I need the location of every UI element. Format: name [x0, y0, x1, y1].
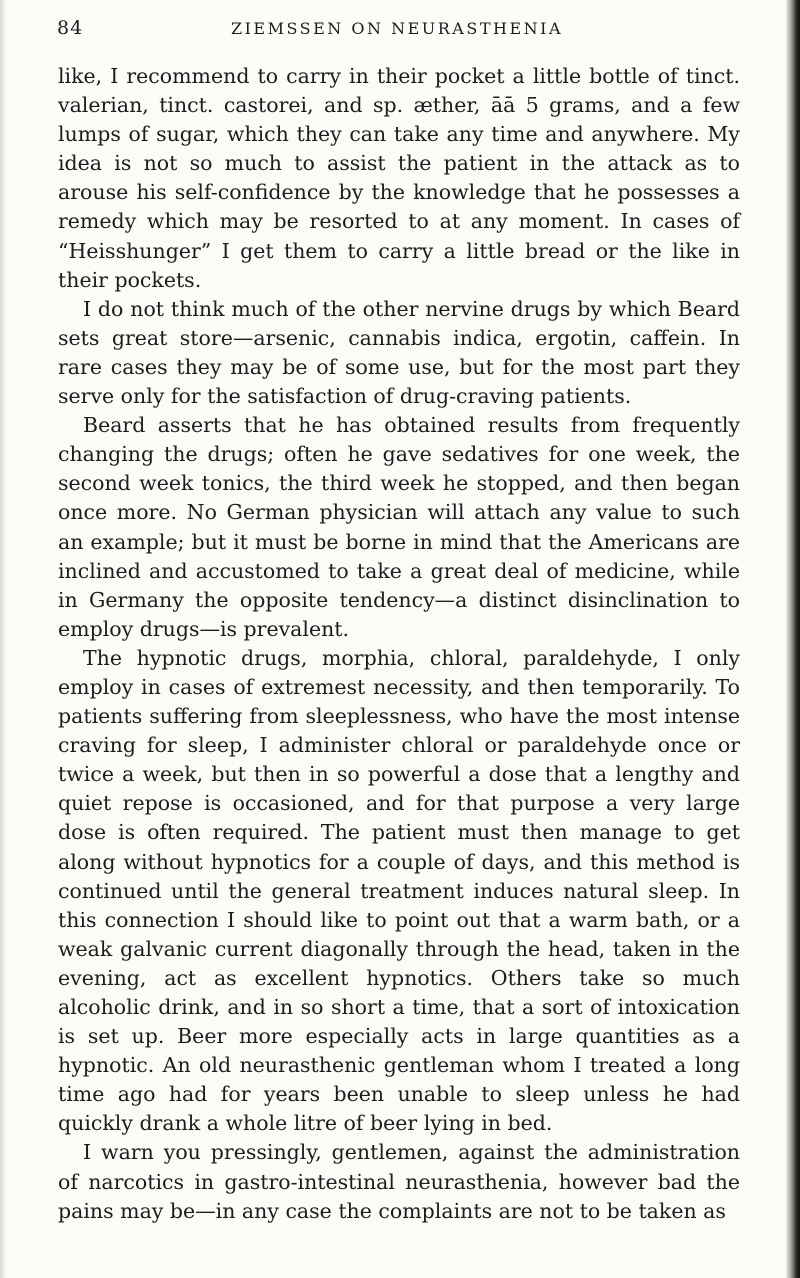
page-edge-shadow	[786, 0, 800, 1278]
paragraph-hypnotic-drugs: The hypnotic drugs, morphia, chloral, paraldehyde, I only employ in cases of extremest necessity, and then temporarily. To patients suffering from sleeplessness, who have the most intense craving for sleep, I administer chloral or paraldehyde once or twice a week, but then in so powerful a dose that a lengthy and quiet repose is occasioned, and for that purpose a very large dose is often required. The patient must then manage to get along without hypnotics for a couple of days, and this method is continued until the general treatment induces natural sleep. In this connection I should like to point out that a warm bath, or a weak galvanic current diagonally through the head, taken in the evening, act as excellent hypnotics. Others take so much alcoholic drink, and in so short a time, that a sort of intoxication is set up. Beer more especially acts in large quantities as a hypnotic. An old neurasthenic gentleman whom I treated a long time ago had for years been unable to sleep unless he had quickly drank a whole litre of beer lying in bed.	[58, 645, 740, 1136]
paragraph-beard-method: Beard asserts that he has obtained results from frequently changing the drugs; often he gave sedatives for one week, the second week tonics, the third week he stopped, and then began once more. No German physician will attach any value to such an example; but it must be borne in mind that the Americans are inclined and accustomed to take a great deal of medicine, while in Germany the opposite tendency—a distinct disinclination to employ drugs—is prevalent.	[58, 413, 740, 641]
paragraph-narcotics-warning: I warn you pressingly, gentlemen, against the administration of narcotics in gastro-intestinal neurasthenia, however bad the pains may be—in any case the complaints are not to be taken as	[58, 1140, 740, 1223]
running-head: ZIEMSSEN ON NEURASTHENIA	[230, 19, 563, 38]
page-number: 84	[57, 17, 84, 39]
paragraph-continuation: like, I recommend to carry in their pocket a little bottle of tinct. valerian, tinct. castorei, and sp. æther, āā 5 grams, and a few lumps of sugar, which they can take any time and anywhere. My idea is not so much to assist the patient in the attack as to arouse his self-confidence by the knowledge that he possesses a remedy which may be resorted to at any moment. In cases of “Heisshunger” I get them to carry a little bread or the like in their pockets.	[58, 64, 740, 292]
paragraph-nervine-drugs: I do not think much of the other nervine drugs by which Beard sets great store—arsenic, cannabis indica, ergotin, caffein. In rare cases they may be of some use, but for the most part they serve only for the satisfaction of drug-craving patients.	[58, 296, 740, 409]
body-text	[58, 62, 740, 1226]
page-header	[57, 17, 747, 47]
page-gutter-shadow	[0, 0, 6, 1278]
